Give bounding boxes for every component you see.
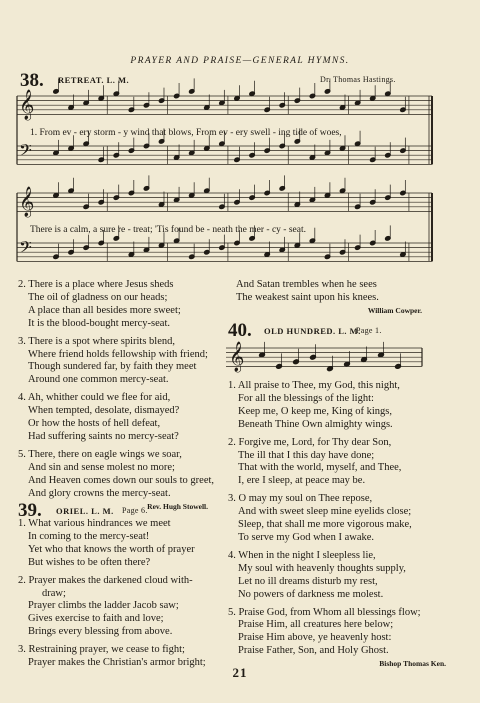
hymn-40-verses bbox=[228, 380, 468, 671]
hymn-38-lyric-line-2: There is a calm, a sure re - treat; 'Tis found be - neath the mer - cy - seat. bbox=[30, 225, 306, 235]
verse-1: 1. What various hindrances we meet In coming to the mercy-seat! Yet who that knows the worth of prayer But wishes to be often there? bbox=[18, 518, 195, 568]
running-header: PRAYER AND PRAISE—GENERAL HYMNS. bbox=[130, 56, 350, 66]
hymn-38-verses bbox=[18, 279, 228, 513]
hymn-40-page-ref: Page 1. bbox=[356, 326, 382, 335]
svg-text:𝄢: 𝄢 bbox=[19, 140, 32, 164]
verse-3: 3. There is a spot where spirits blend, Where friend holds fellowship with friend; Though sundered far, by faith they meet Around one common mercy-seat. bbox=[18, 335, 208, 386]
hymn-38-title: RETREAT. L. M. bbox=[58, 75, 130, 85]
hymn-38-attribution: Rev. Hugh Stowell. bbox=[147, 501, 208, 511]
hymn-38-continuation: And Satan trembles when he sees The weakest saint upon his knees. William Cowper. bbox=[236, 279, 462, 318]
hymn-38-cont-attribution: William Cowper. bbox=[367, 305, 422, 315]
hymn-39-number: 39. bbox=[18, 500, 42, 521]
hymn-38-lyric-line-1: 1. From ev - ery storm - y wind that blows, From ev - ery swell - ing tide of woes, bbox=[30, 128, 342, 138]
verse-5: 5. There, there on eagle wings we soar, And sin and sense molest no more; And Heaven comes down our souls to greet, And glory crowns the mercy-seat. bbox=[18, 448, 215, 499]
verse-3: 3. O may my soul on Thee repose, And with sweet sleep mine eyelids close; Sleep, that shall me more vigorous make, To serve my God when I awake. bbox=[228, 493, 412, 543]
hymn-40-attribution: Bishop Thomas Ken. bbox=[379, 659, 446, 669]
verse-3: 3. Restraining prayer, we cease to fight; Prayer makes the Christian's armor bright; bbox=[18, 644, 206, 669]
verse-2: 2. Forgive me, Lord, for Thy dear Son, The ill that I this day have done; That with the world, myself, and Thee, I, ere I sleep, at peace may be. bbox=[228, 436, 402, 487]
hymn-39-verses bbox=[18, 518, 232, 670]
svg-text:𝄞: 𝄞 bbox=[229, 342, 245, 372]
verse-4: 4. Ah, whither could we flee for aid, When tempted, desolate, dismayed? Or how the hosts of hell defeat, Had suffering saints no mercy-seat? bbox=[18, 392, 180, 442]
verse-5: 5. Praise God, from Whom all blessings flow; Praise Him, all creatures here below; Praise Him above, ye heavenly host: Praise Father, Son, and Holy Ghost. bbox=[228, 606, 421, 657]
hymn-39-title: ORIEL. L. M. bbox=[56, 506, 114, 516]
hymn-39-page-ref: Page 6. bbox=[122, 506, 148, 515]
svg-text:𝄢: 𝄢 bbox=[19, 237, 32, 261]
svg-text:𝄞: 𝄞 bbox=[19, 90, 35, 120]
page-number: 21 bbox=[232, 665, 248, 680]
hymn-40-music-incipit bbox=[226, 340, 426, 376]
verse-1: 1. All praise to Thee, my God, this night, For all the blessings of the light: Keep me, O keep me, King of kings, Beneath Thine Own almighty wings. bbox=[228, 380, 400, 430]
hymn-40-title: OLD HUNDRED. L. M. bbox=[264, 326, 361, 336]
hymn-40-number: 40. bbox=[228, 320, 252, 341]
verse-2: 2. There is a place where Jesus sheds The oil of gladness on our heads; A place than all besides more sweet; It is the blood-bought mercy-seat. bbox=[18, 279, 181, 329]
hymn-38-composer: Dr. Thomas Hastings. bbox=[320, 75, 396, 84]
verse-2: 2. Prayer makes the darkened cloud with- draw; Prayer climbs the ladder Jacob saw; Gives exercise to faith and love; Brings every blessing from above. bbox=[18, 574, 193, 638]
verse-4: 4. When in the night I sleepless lie, My soul with heavenly thoughts supply, Let no ill dreams disturb my rest, No powers of darkness me molest. bbox=[228, 549, 406, 600]
svg-text:𝄞: 𝄞 bbox=[19, 187, 35, 217]
hymn-38-music-score bbox=[0, 0, 480, 300]
hymn-38-number: 38. bbox=[20, 70, 44, 91]
